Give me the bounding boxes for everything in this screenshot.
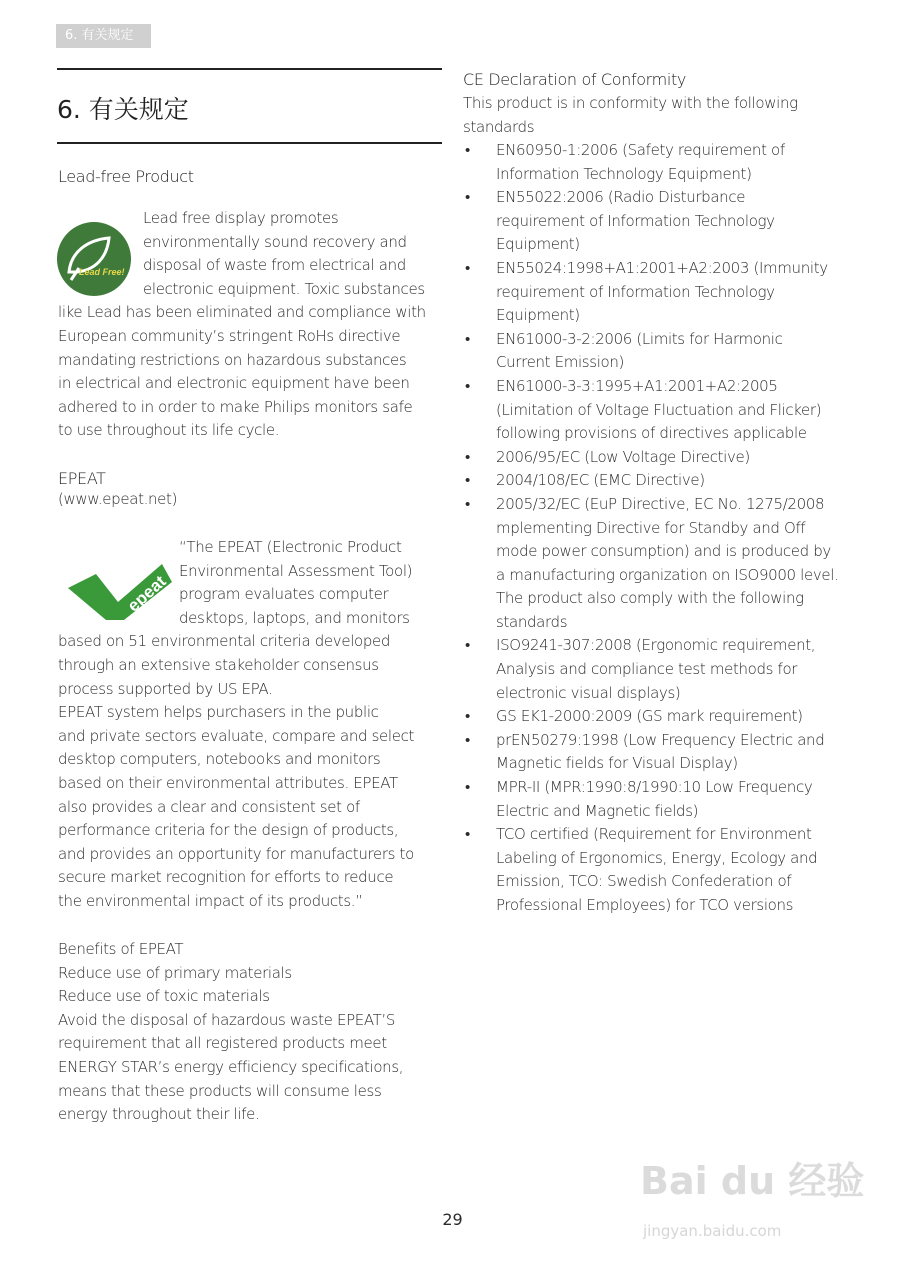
svg-text:Lead Free!: Lead Free! [79,267,125,277]
text-line: based on their environmental attributes. EPEAT [58,773,398,792]
text-line: program evaluates computer [179,585,389,604]
text-line: energy throughout their life. [58,1105,260,1124]
text-line: standards [496,612,568,631]
text-line: GS EK1-2000:2009 (GS mark requirement) [496,707,803,726]
epeat-url: (www.epeat.net) [58,490,178,508]
text-line: desktops, laptops, and monitors [179,608,410,627]
list-item [465,469,839,493]
bullet: • [465,494,470,513]
text-line: Environmental Assessment Tool) [179,561,413,580]
list-item [465,634,839,705]
bullet: • [465,778,470,797]
text-line: secure market recognition for efforts to reduce [58,868,394,887]
bullet: • [465,707,470,726]
text-line: 2005/32/EC (EuP Directive, EC No. 1275/2008 [496,494,825,513]
list-item [465,823,839,917]
text-line: “The EPEAT (Electronic Product [179,538,402,556]
bullet: • [465,471,470,490]
text-line: electronic equipment. Toxic substances [143,279,425,298]
text-line: MPR-II (MPR:1990:8/1990:10 Low Frequency [496,778,813,797]
text-line: and private sectors evaluate, compare and select [58,726,415,745]
text-line: Avoid the disposal of hazardous waste EPEAT’S [58,1010,396,1029]
text-line: EN55024:1998+A1:2001+A2:2003 (Immunity [496,258,828,277]
text-line: 2006/95/EC (Low Voltage Directive) [496,447,750,466]
divider [57,68,442,70]
text-line: Reduce use of toxic materials [58,987,270,1006]
text-line: mandating restrictions on hazardous substances [58,350,407,369]
text-line: EN55022:2006 (Radio Disturbance [496,188,746,207]
text-line: Current Emission) [496,353,625,372]
list-item [465,776,839,823]
bullet: • [465,376,470,395]
list-item [465,328,839,375]
epeat-heading: EPEAT [58,469,106,488]
ce-intro [463,92,798,139]
text-line: like Lead has been eliminated and compliance with [58,303,426,322]
text-line: requirement of Information Technology [496,282,775,301]
text-line: means that these products will consume less [58,1081,382,1100]
text-line: environmentally sound recovery and [143,232,407,251]
text-line: Emission, TCO: Swedish Confederation of [496,872,792,891]
text-line: process supported by US EPA. [58,679,273,698]
ce-standards-list [465,139,839,918]
text-line: Reduce use of primary materials [58,963,292,982]
lead-free-heading: Lead-free Product [58,167,194,186]
text-line: standards [463,117,535,136]
text-line: Electric and Magnetic fields) [496,801,699,820]
list-item [465,257,839,328]
text-line: Information Technology Equipment) [496,164,752,183]
list-item [465,139,839,186]
list-item [465,186,839,257]
text-line: Analysis and compliance test methods for [496,660,798,679]
text-line: prEN50279:1998 (Low Frequency Electric and [496,730,825,749]
lead-free-text [58,207,426,443]
epeat-text [58,536,414,914]
list-item [465,493,839,635]
text-line: Professional Employees) for TCO versions [496,896,794,914]
text-line: Labeling of Ergonomics, Energy, Ecology and [496,848,818,867]
text-line: disposal of waste from electrical and [143,256,406,275]
text-line: following provisions of directives applicable [496,424,807,443]
text-line: EPEAT system helps purchasers in the public [58,703,379,722]
watermark-logo: Bai du 经验 [640,1159,865,1203]
text-line: (Limitation of Voltage Fluctuation and Flicker) [496,400,822,419]
text-line: 2004/108/EC (EMC Directive) [496,471,705,490]
text-line: The product also comply with the following [496,589,804,608]
text-line: mplementing Directive for Standby and Off [496,518,806,537]
text-line: electronic visual displays) [496,683,681,702]
text-line: based on 51 environmental criteria developed [58,632,391,651]
bullet: • [465,258,470,277]
text-line: through an extensive stakeholder consensus [58,655,379,674]
text-line: mode power consumption) and is produced by [496,542,831,561]
bullet: • [465,329,470,348]
text-line: Equipment) [496,235,580,254]
text-line: This product is in conformity with the following [463,94,798,112]
text-line: desktop computers, notebooks and monitors [58,750,381,769]
text-line: in electrical and electronic equipment have been [58,374,410,393]
text-line: performance criteria for the design of products, [58,821,399,840]
bullet: • [465,188,470,207]
divider [57,142,442,144]
text-line: ENERGY STAR’s energy efficiency specifications, [58,1057,404,1076]
text-line: EN61000-3-2:2006 (Limits for Harmonic [496,329,783,348]
text-line: TCO certified (Requirement for Environment [496,825,812,844]
text-line: Magnetic fields for Visual Display) [496,754,738,773]
text-line: requirement of Information Technology [496,211,775,230]
epeat-benefits [58,938,403,1127]
watermark-url: jingyan.baidu.com [643,1222,782,1240]
bullet: • [465,730,470,749]
text-line: European community’s stringent RoHs directive [58,326,401,345]
bullet: • [465,636,470,655]
text-line: to use throughout its life cycle. [58,421,280,440]
text-line: Benefits of EPEAT [58,940,184,958]
text-line: requirement that all registered products meet [58,1034,387,1053]
bullet: • [465,447,470,466]
text-line: a manufacturing organization on ISO9000 level. [496,565,839,584]
list-item [465,729,839,776]
bullet: • [465,825,470,844]
list-item [465,705,839,729]
bullet: • [465,141,470,159]
text-line: and provides an opportunity for manufacturers to [58,844,414,863]
section-tab: 6. 有关规定 [56,24,151,48]
list-item [465,375,839,446]
text-line: EN61000-3-3:1995+A1:2001+A2:2005 [496,376,778,395]
text-line: Equipment) [496,306,580,325]
text-line: also provides a clear and consistent set of [58,797,360,816]
text-line: adhered to in order to make Philips monitors safe [58,397,413,416]
svg-text:epeat: epeat [123,571,170,616]
ce-heading: CE Declaration of Conformity [463,70,686,89]
text-line: the environmental impact of its products.” [58,891,363,910]
text-line: EN60950-1:2006 (Safety requirement of [496,141,785,159]
text-line: Lead free display promotes [143,209,339,227]
page-title: 6. 有关规定 [57,95,189,124]
text-line: ISO9241-307:2008 (Ergonomic requirement, [496,636,816,655]
page-number: 29 [442,1210,463,1229]
list-item [465,446,839,470]
